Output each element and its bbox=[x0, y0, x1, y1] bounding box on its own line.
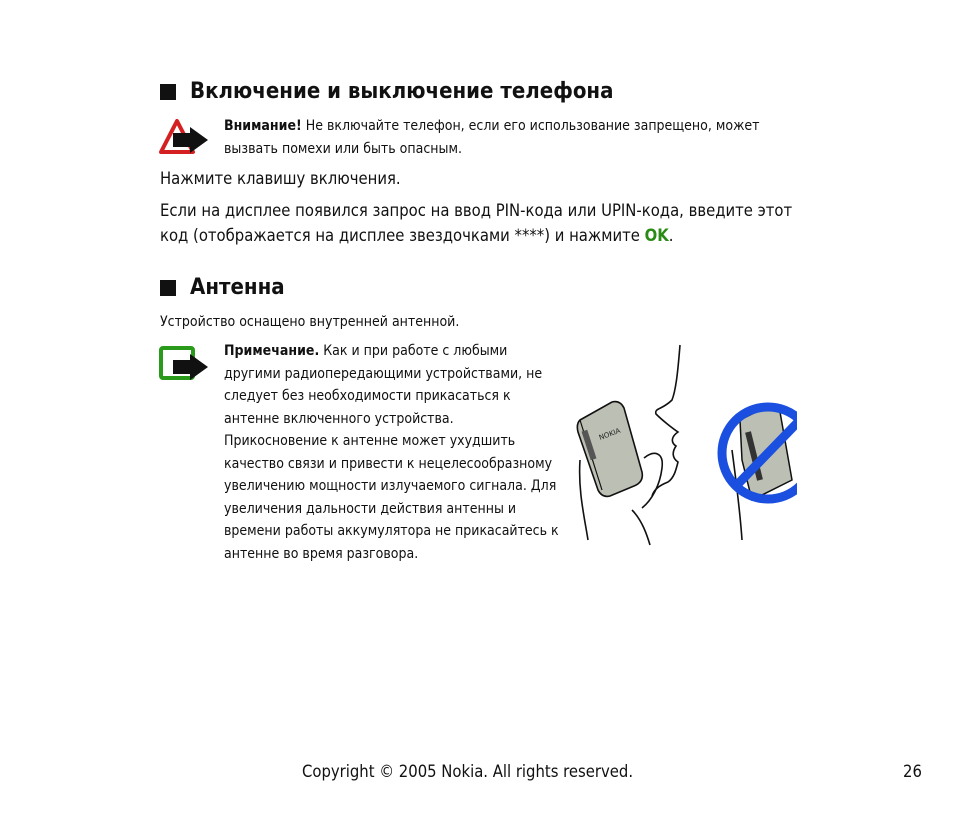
square-bullet-icon bbox=[160, 280, 176, 296]
note-body: Как и при работе с любыми другими радиопередающими устройствами, не следует без необходимости прикасаться к антенне включенного устройства. Прикосновение к антенне может ухудшить качество связи и привести к нецелесообразному увеличению мощности излучаемого сигнала. Для увеличения дальности действия антенны и времени работы аккумулятора не прикасайтесь к антенне во время разговора. bbox=[224, 343, 559, 562]
phone-image bbox=[577, 402, 642, 497]
warning-icon bbox=[159, 118, 211, 156]
note-icon bbox=[159, 345, 211, 383]
section-heading-power bbox=[160, 79, 613, 105]
antenna-illustration bbox=[572, 340, 797, 550]
section-title-antenna: Антенна bbox=[190, 275, 285, 300]
antenna-intro: Устройство оснащено внутренней антенной. bbox=[160, 314, 460, 330]
page-number: 26 bbox=[903, 762, 922, 781]
pin-instruction-text: Если на дисплее появился запрос на ввод PIN-кода или UPIN-кода, введите этот код (отображается на дисплее звездочками ****) и нажмите bbox=[160, 201, 793, 245]
warning-body: Не включайте телефон, если его использование запрещено, может вызвать помехи или быть опасным. bbox=[224, 118, 760, 157]
warning-label: Внимание! bbox=[224, 118, 302, 134]
warning-paragraph bbox=[224, 115, 814, 160]
square-bullet-icon bbox=[160, 84, 176, 100]
footer-copyright: Copyright © 2005 Nokia. All rights reserved. bbox=[302, 762, 634, 781]
note-label: Примечание. bbox=[224, 343, 320, 359]
pin-instruction bbox=[160, 198, 800, 248]
section-heading-antenna bbox=[160, 275, 285, 301]
section-title-power: Включение и выключение телефона bbox=[190, 79, 614, 104]
phone-brand-label: NOKIA bbox=[597, 426, 622, 442]
power-instruction: Нажмите клавишу включения. bbox=[160, 169, 401, 188]
note-paragraph bbox=[224, 340, 559, 565]
ok-softkey-label: OK bbox=[644, 226, 669, 245]
pin-instruction-end: . bbox=[668, 226, 674, 245]
